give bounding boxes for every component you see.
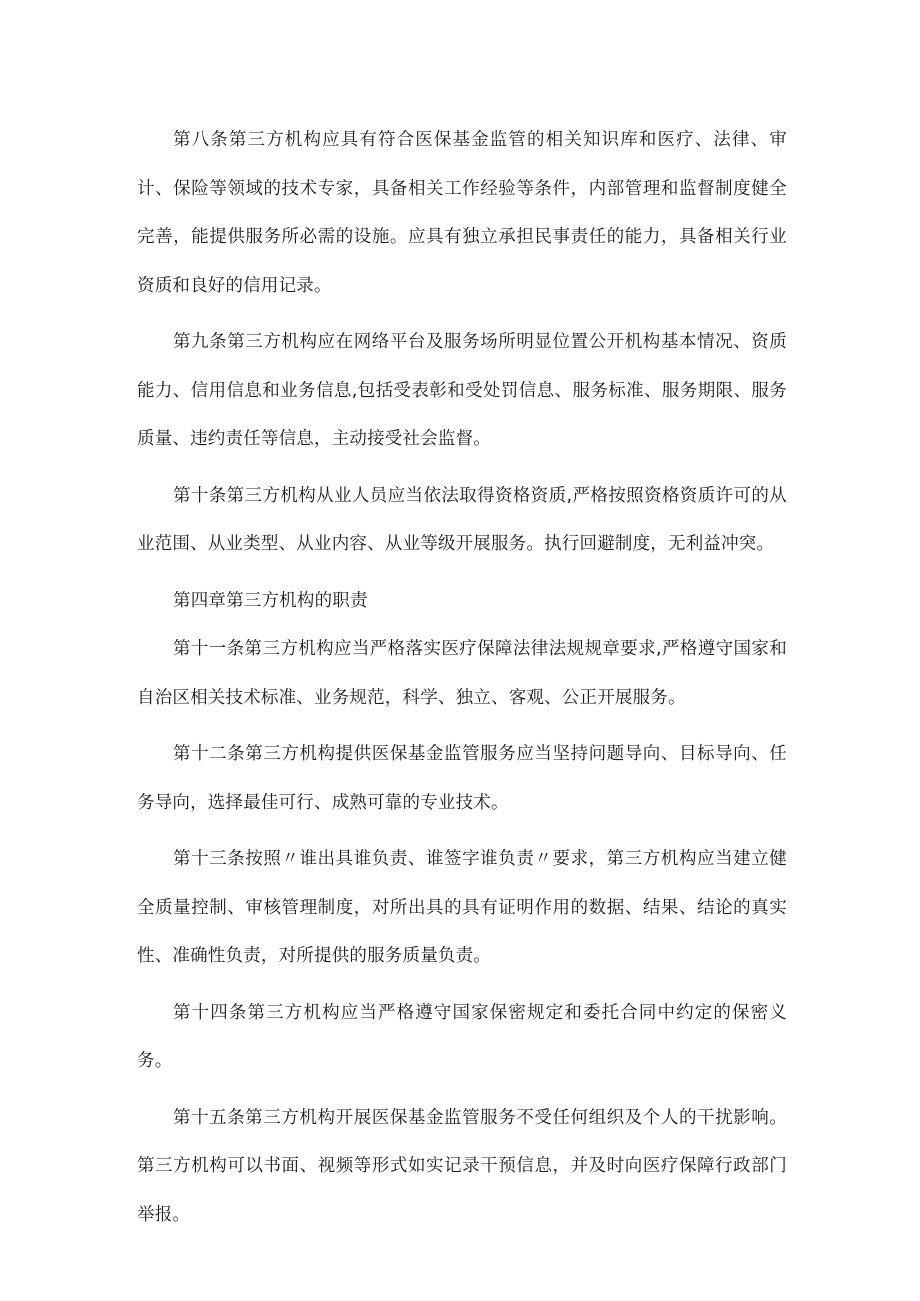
document-body [137, 116, 787, 1247]
chapter-4-heading: 第四章第三方机构的职责 [173, 590, 368, 611]
article-13-paragraph: 第十三条按照〃谁出具谁负责、谁签字谁负责〃要求，第三方机构应当建立健全质量控制、审核管理制度，对所出具的具有证明作用的数据、结果、结论的真实性、准确性负责，对所提供的服务质量负责。 [137, 849, 787, 966]
article-15-paragraph: 第十五条第三方机构开展医保基金监管服务不受任何组织及个人的干扰影响。第三方机构可以书面、视频等形式如实记录干预信息，并及时向医疗保障行政部门举报。 [137, 1107, 787, 1225]
article-9-paragraph: 第九条第三方机构应在网络平台及服务场所明显位置公开机构基本情况、资质能力、信用信息和业务信息,包括受表彰和受处罚信息、服务标准、服务期限、服务质量、违约责任等信息，主动接受社会监督。 [137, 332, 787, 449]
article-12-paragraph: 第十二条第三方机构提供医保基金监管服务应当坚持问题导向、目标导向、任务导向，选择最佳可行、成熟可靠的专业技术。 [137, 744, 787, 813]
article-11-paragraph: 第十一条第三方机构应当严格落实医疗保障法律法规规章要求,严格遵守国家和自治区相关技术标准、业务规范，科学、独立、客观、公正开展服务。 [137, 639, 787, 708]
article-8-paragraph: 第八条第三方机构应具有符合医保基金监管的相关知识库和医疗、法律、审计、保险等领域的技术专家，具备相关工作经验等条件，内部管理和监督制度健全完善，能提供服务所必需的设施。应具有独立承担民事责任的能力，具备相关行业资质和良好的信用记录。 [137, 130, 787, 296]
article-10-paragraph: 第十条第三方机构从业人员应当依法取得资格资质,严格按照资格资质许可的从业范围、从业类型、从业内容、从业等级开展服务。执行回避制度，无利益冲突。 [137, 485, 787, 554]
article-14-paragraph: 第十四条第三方机构应当严格遵守国家保密规定和委托合同中约定的保密义务。 [137, 1002, 787, 1071]
